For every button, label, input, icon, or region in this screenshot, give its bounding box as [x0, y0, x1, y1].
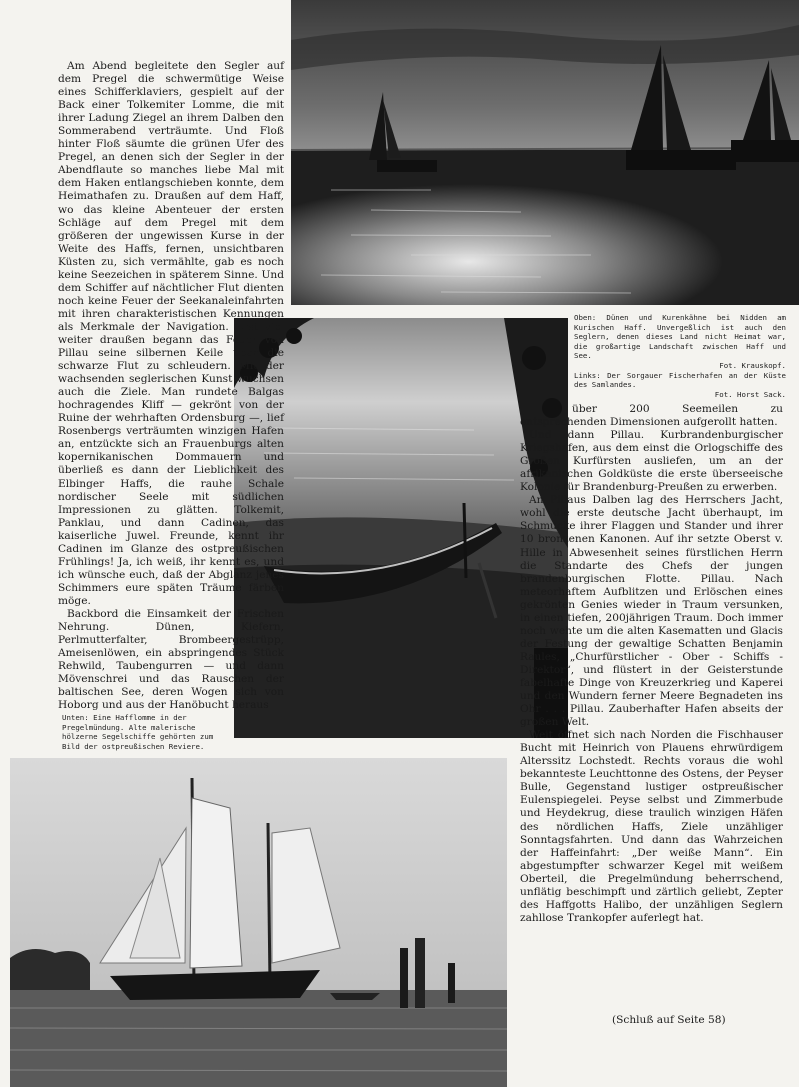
paragraph: Am Abend begleitete den Segler auf dem Pregel die schwermütige Weise eines Schifferklaviers, gespielt auf der Back einer Tolkemiter Lomme, die mit ihrer Ladung Ziegel an ihrem Dalben den Sommerabend verträumte. Und Floß hinter Floß säumte die grünen Ufer des Pregel, an denen sich der Segler in der Abendflaute so manches liebe Mal mit dem Haken entlangschieben konnte, dem Heimathafen zu. Draußen auf dem Haff, wo das kleine Abenteuer der ersten Schläge auf dem Pregel mit dem größeren der ungewissen Kurse in der Weite des Haffs, fernen, unsichtbaren Küsten zu, sich vermählte, gab es noch keine Seezeichen in späterem Sinne. Und dem Schiffer auf nächtlicher Flut dienten noch keine Feuer der Seekanaleinfahrten mit ihren charakteristischen Kennungen als Merkmale der Navigation. Erst viel weiter draußen begann das Feuer von Pillau seine silbernen Keile über die schwarze Flut zu schleudern. Mit der wachsenden seglerischen Kunst wuchsen auch die Ziele. Man rundete Balgas hochragendes Kliff — gekrönt von der Ruine der wehrhaften Ordensburg —, lief Rosenbergs verträumten winzigen Hafen an, entzückte sich an Frauenburgs alten kopernikanischen Dommauern und überließ es dann der Lieblichkeit des Elbinger Haffs, die rauhe Schale nordischer Seele mit südlichen Impressionen zu glätten. Tolkemit, Panklau, und dann Cadinen, das kaiserliche Juwel. Freunde, kennt ihr Cadinen im Glanze des ostpreußischen Frühlings! Ja, ich weiß, ihr kennt es, und ich wünsche euch, daß der Abglanz jenes Schimmers eure späten Träume färben möge. [58, 60, 284, 607]
paragraph: über 200 Seemeilen zu entsprechenden Dimensionen aufgerollt hatten. [520, 403, 783, 429]
caption-top [574, 313, 786, 399]
photo-hafflomme [10, 758, 507, 1087]
article-column-right [520, 403, 783, 925]
paragraph: Backbord die Einsamkeit der Frischen Nehrung. Dünen, Kiefern, Perlmutterfalter, Brombeergestrüpp, Ameisenlöwen, ein abspringendes Stück Rehwild, Taubengurren — und dann Mövenschrei und das Rauschen der baltischen See, deren Wogen sich von Hoborg und aus der Hanöbucht heraus [58, 607, 284, 712]
paragraph: Und dann Pillau. Kurbrandenburgischer Kriegshafen, aus dem einst die Orlogschiffe des Großen Kurfürsten ausliefen, um an der afrikanischen Goldküste die erste überseeische Kolonie für Brandenburg-Preußen zu erwerben. [520, 429, 783, 494]
paragraph: Weit öffnet sich nach Norden die Fischhauser Bucht mit Heinrich von Plauens ehrwürdigem Alterssitz Lochstedt. Rechts voraus die wohl bekannteste Leuchttonne des Ostens, der Peyser Bulle, Gegenstand lustiger ostpreußischer Eulenspiegelei. Peyse selbst und Zimmerbude und Heydekrug, diese traulich winzigen Häfen des nördlichen Haffs, Ziele unzähliger Sonntagsfahrten. Und dann das Wahrzeichen der Haffeinfahrt: „Der weiße Mann“. Ein abgestumpfter schwarzer Kegel mit weißem Oberteil, die Pregelmündung beherrschend, unflätig beschimpft und zärtlich geliebt, Zepter des Haffgotts Halibo, der unzähligen Seglern zahllose Trankopfer auferlegt hat. [520, 729, 784, 924]
photo-credit: Fot. Horst Sack. [714, 389, 786, 399]
photo-kurenkaehne [291, 0, 799, 305]
paragraph: An Pillaus Dalben lag des Herrschers Jacht, wohl die erste deutsche Jacht überhaupt, im Schmucke ihrer Flaggen und Stander und ihrer 10 bronzenen Kanonen. Auf ihr setzte Oberst v. Hille in Abwesenheit seines fürstlichen Herrn die Standarte des Chefs der jungen brandenburgischen Flotte. Pillau. Nach meteorhaftem Aufblitzen und Erlöschen eines gekrönten Genies wieder in Traum versunken, in einen tiefen, 200jährigen Traum. Doch immer noch wehte um die alten Kasematten und Glacis der Festung der gewaltige Schatten Benjamin Raules, „Churfürstlicher - Ober - Schiffs - Direktor“, und flüstert in der Geisterstunde fabelhafte Dinge von Kreuzerkrieg und Kaperei und den Wundern ferner Meere Begnadeten ins Ohr . . . Pillau. Zauberhafter Hafen abseits der großen Welt. [520, 494, 783, 729]
caption-bottom: Unten: Eine Hafflomme in der Pregelmündung. Alte malerische hölzerne Segelschiffe gehörten zum Bild der ostpreußischen Reviere. [62, 713, 214, 751]
article-column-left [58, 60, 284, 712]
caption-text: Oben: Dünen und Kurenkähne bei Nidden am Kurischen Haff. Unvergeßlich ist auch den Seglern, denen dieses Land nicht Heimat war, die großartige Landschaft zwischen Haff und See. [574, 313, 786, 361]
continued-note: (Schluß auf Seite 58) [612, 1014, 726, 1026]
caption-text: Links: Der Sorgauer Fischerhafen an der Küste des Samlandes. [574, 370, 786, 390]
photo-credit: Fot. Krauskopf. [719, 360, 786, 370]
photo-sorgauer-fischerhafen [234, 318, 568, 738]
